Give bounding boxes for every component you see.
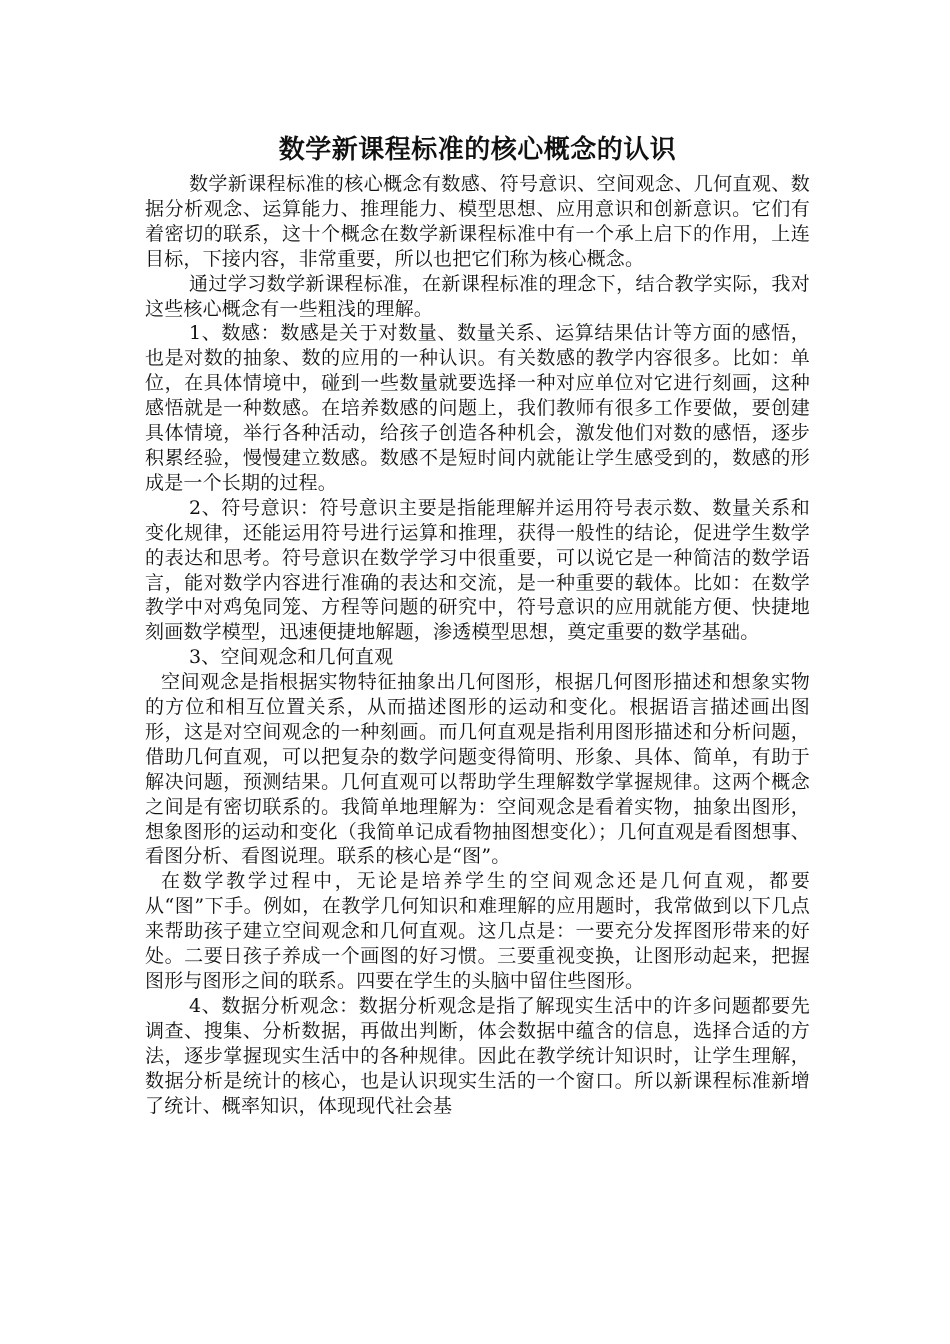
document-title: 数学新课程标准的核心概念的认识 bbox=[278, 135, 677, 165]
paragraph-number-sense: 1、数感：数感是关于对数量、数量关系、运算结果估计等方面的感悟，也是对数的抽象、数的应用的一种认识。有关数感的教学内容很多。比如：单位，在具体情境中，碰到一些数量就要选择一种对应单位对它进行刻画，这种感悟就是一种数感。在培养数感的问题上，我们教师有很多工作要做，要创建具体情境，举行各种活动，给孩子创造各种机会，激发他们对数的感悟，逐步积累经验，慢慢建立数感。数感不是短时间内就能让学生感受到的，数感的形成是一个长期的过程。 bbox=[145, 322, 810, 494]
paragraph-intro: 数学新课程标准的核心概念有数感、符号意识、空间观念、几何直观、数据分析观念、运算能力、推理能力、模型思想、应用意识和创新意识。它们有着密切的联系，这十个概念在数学新课程标准中有一个承上启下的作用，上连目标，下接内容，非常重要，所以也把它们称为核心概念。 bbox=[145, 173, 810, 270]
paragraph-symbol-awareness: 2、符号意识：符号意识主要是指能理解并运用符号表示数、数量关系和变化规律，还能运用符号进行运算和推理，获得一般性的结论，促进学生数学的表达和思考。符号意识在数学学习中很重要，可以说它是一种简洁的数学语言，能对数学内容进行准确的表达和交流，是一种重要的载体。比如：在数学教学中对鸡兔同笼、方程等问题的研究中，符号意识的应用就能方便、快捷地刻画数学模型，迅速便捷地解题，渗透模型思想，奠定重要的数学基础。 bbox=[145, 496, 810, 644]
paragraph-data-analysis: 4、数据分析观念：数据分析观念是指了解现实生活中的许多问题都要先调查、搜集、分析数据，再做出判断，体会数据中蕴含的信息，选择合适的方法，逐步掌握现实生活中的各种规律。因此在教学统计知识时，让学生理解，数据分析是统计的核心，也是认识现实生活的一个窗口。所以新课程标准新增了统计、概率知识，体现现代社会基 bbox=[145, 994, 810, 1117]
paragraph-understanding: 通过学习数学新课程标准，在新课程标准的理念下，结合教学实际，我对这些核心概念有一些粗浅的理解。 bbox=[145, 272, 810, 320]
paragraph-teaching-process: 在数学教学过程中，无论是培养学生的空间观念还是几何直观，都要从“图”下手。例如，在教学几何知识和难理解的应用题时，我常做到以下几点来帮助孩子建立空间观念和几何直观。这几点是：一要充分发挥图形带来的好处。二要日孩子养成一个画图的好习惯。三要重视变换，让图形动起来，把握图形与图形之间的联系。四要在学生的头脑中留住些图形。 bbox=[145, 870, 810, 992]
paragraph-spatial-concept: 空间观念是指根据实物特征抽象出几何图形，根据几何图形描述和想象实物的方位和相互位置关系，从而描述图形的运动和变化。根据语言描述画出图形，这是对空间观念的一种刻画。而几何直观是指利用图形描述和分析问题，借助几何直观，可以把复杂的数学问题变得简明、形象、具体、简单，有助于解决问题，预测结果。几何直观可以帮助学生理解数学掌握规律。这两个概念之间是有密切联系的。我简单地理解为：空间观念是看着实物，抽象出图形，想象图形的运动和变化（我简单记成看物抽图想变化）；几何直观是看图想事、看图分析、看图说理。联系的核心是“图”。 bbox=[145, 671, 810, 868]
document-page bbox=[145, 130, 810, 1118]
paragraph-spatial-heading: 3、空间观念和几何直观 bbox=[189, 646, 394, 669]
